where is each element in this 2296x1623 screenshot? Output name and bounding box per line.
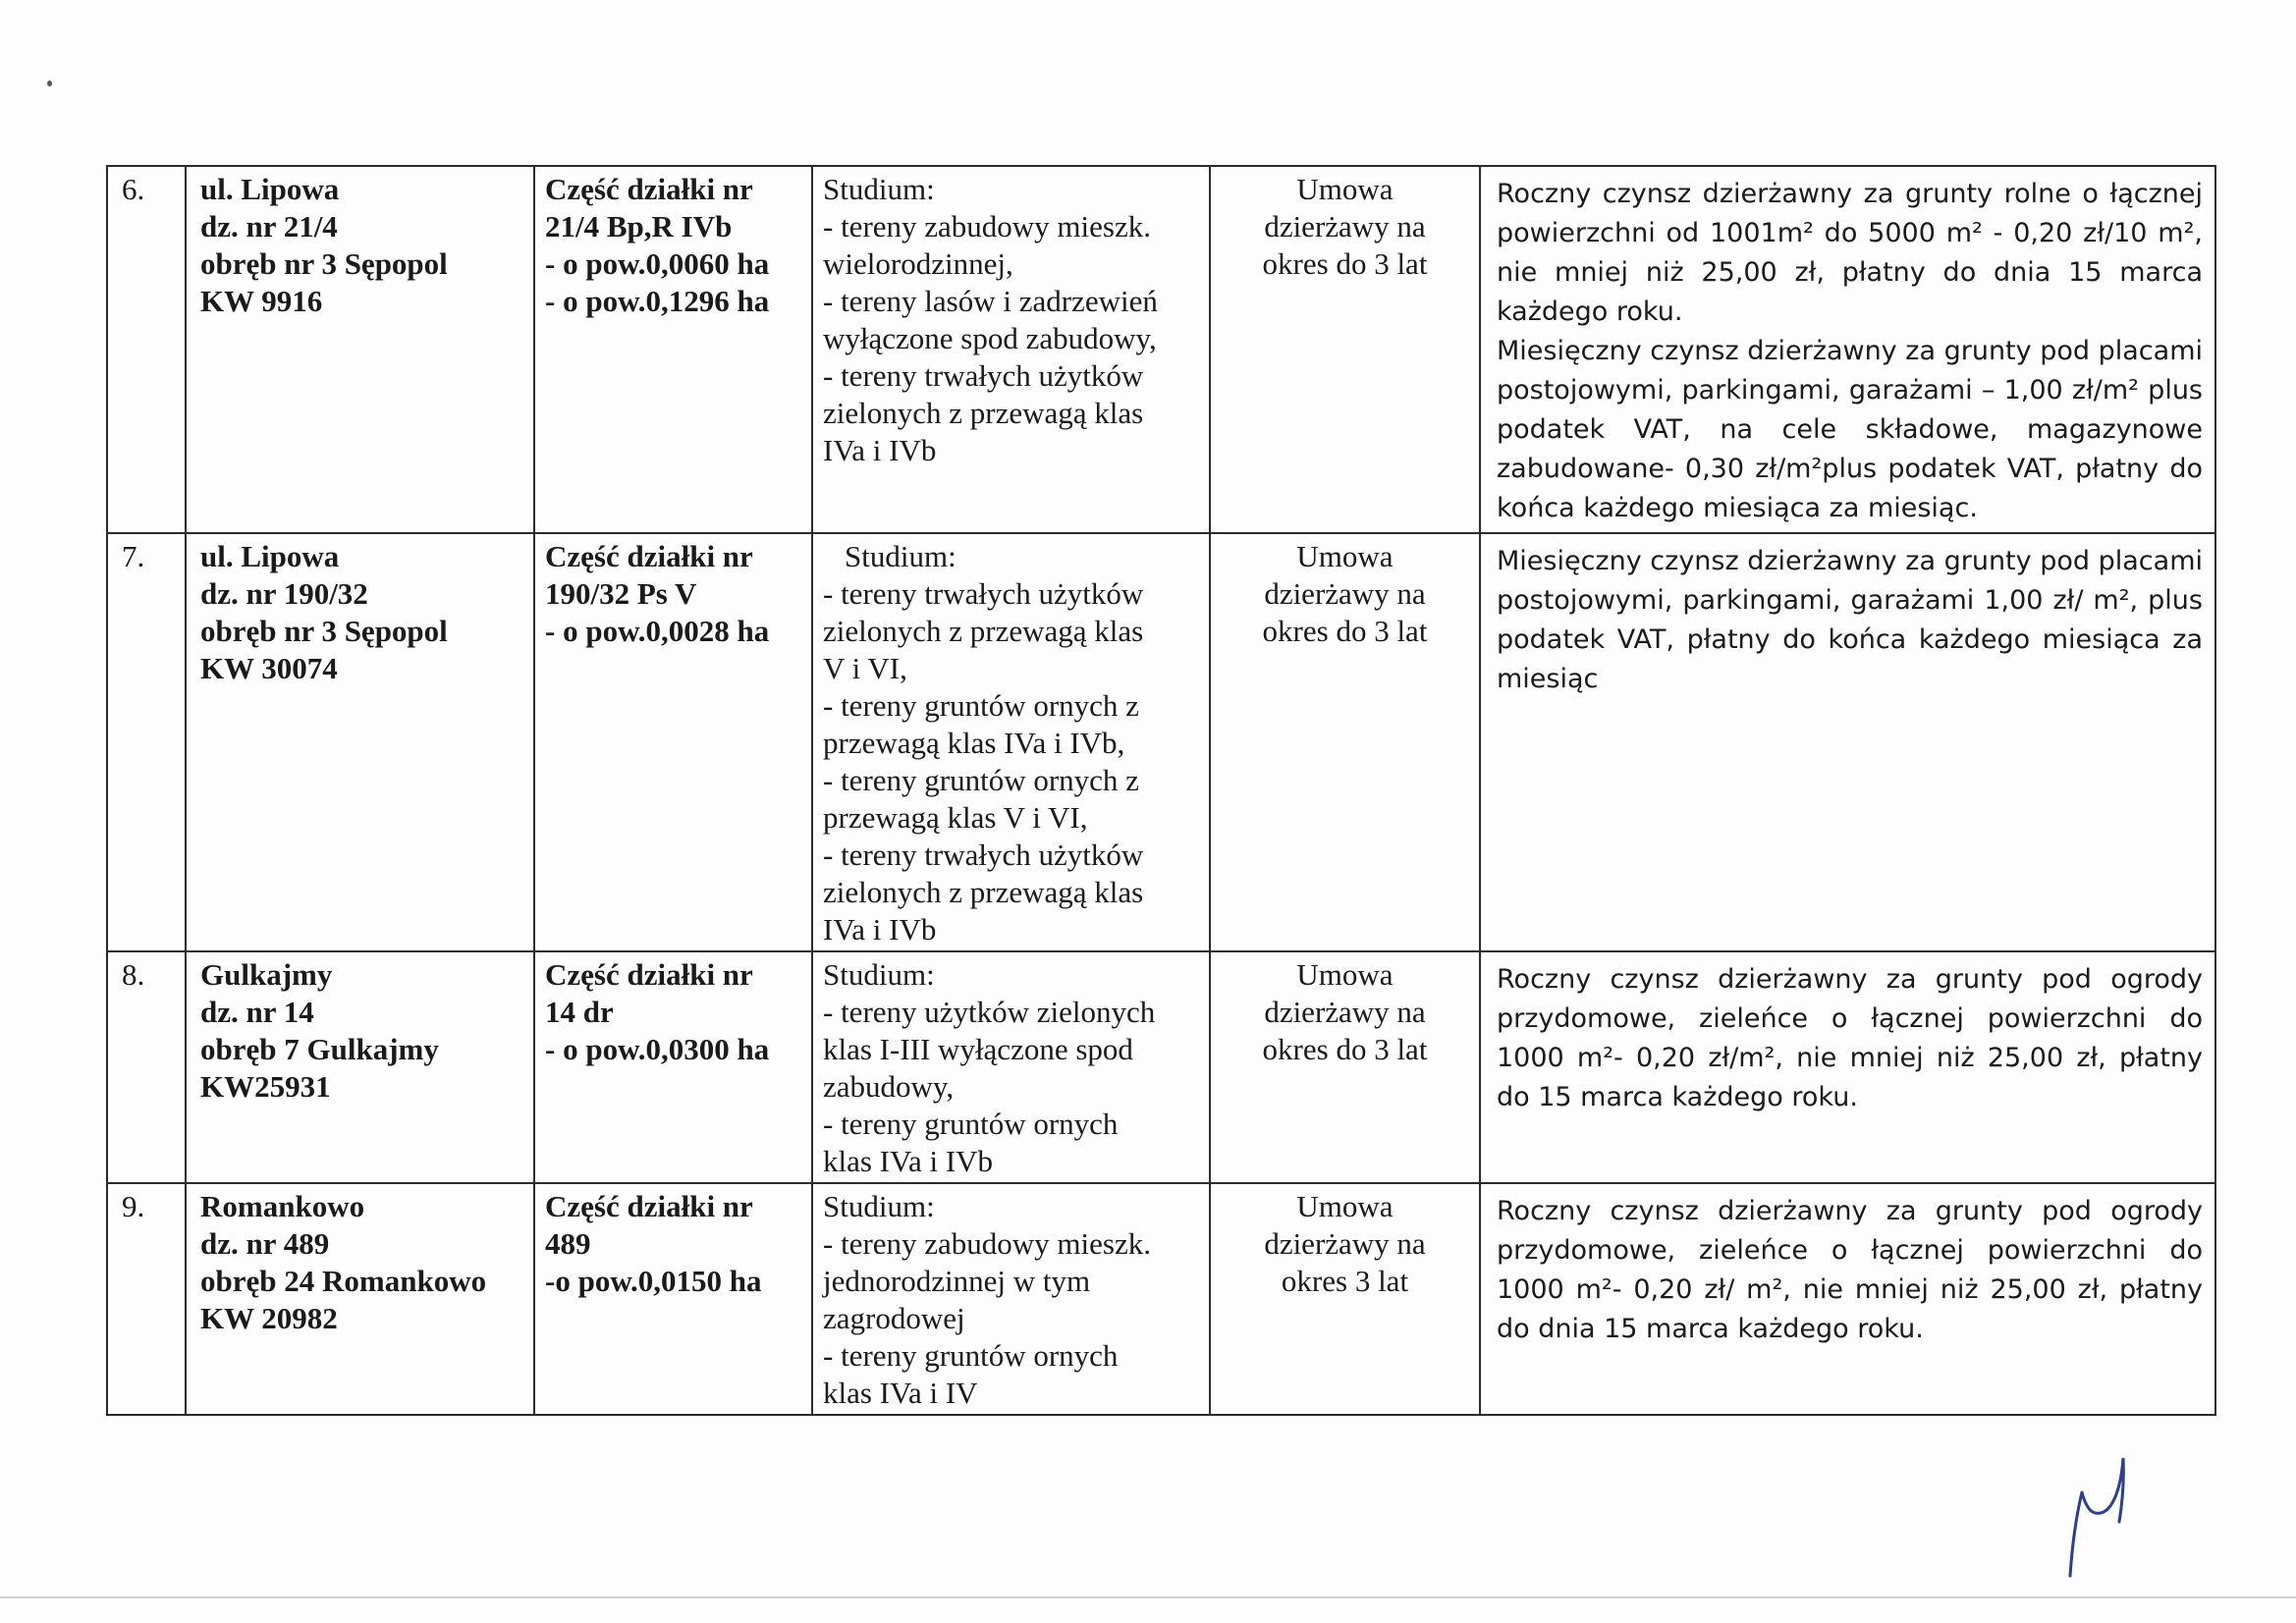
study-cell: Studium: - tereny zabudowy mieszk. wielorodzinnej, - tereny lasów i zadrzewień wyłączone spod zabudowy, - tereny trwałych użytków zielonych z przewagą klas IVa i IVb bbox=[812, 166, 1210, 533]
row-number: 8. bbox=[107, 951, 186, 1183]
study-cell: Studium: - tereny użytków zielonych klas I-III wyłączone spod zabudowy, - tereny gruntów ornych klas IVa i IVb bbox=[812, 951, 1210, 1183]
handwritten-signature bbox=[2052, 1438, 2141, 1586]
table-row bbox=[107, 166, 2215, 533]
plot-part-cell: Część działki nr 190/32 Ps V - o pow.0,0028 ha bbox=[534, 533, 812, 951]
study-cell: Studium: - tereny trwałych użytków zielonych z przewagą klas V i VI, - tereny gruntów ornych z przewagą klas IVa i IVb, - tereny gruntów ornych z przewagą klas V i VI, - tereny trwałych użytków zielonych z przewagą klas IVa i IVb bbox=[812, 533, 1210, 951]
scan-speck bbox=[47, 81, 52, 86]
plot-part-cell: Część działki nr 489 -o pow.0,0150 ha bbox=[534, 1183, 812, 1415]
rent-cell: Roczny czynsz dzierżawny za grunty pod ogrody przydomowe, zieleńce o łącznej powierzchni do 1000 m²- 0,20 zł/ m², nie mniej niż 25,00 zł, płatny do dnia 15 marca każdego roku. bbox=[1480, 1183, 2215, 1415]
table-row bbox=[107, 951, 2215, 1183]
location-cell: ul. Lipowa dz. nr 21/4 obręb nr 3 Sępopol KW 9916 bbox=[186, 166, 534, 533]
row-number: 6. bbox=[107, 166, 186, 533]
rent-cell: Miesięczny czynsz dzierżawny za grunty pod placami postojowymi, parkingami, garażami 1,00 zł/ m², plus podatek VAT, płatny do końca każdego miesiąca za miesiąc bbox=[1480, 533, 2215, 951]
lease-form-cell: Umowa dzierżawy na okres do 3 lat bbox=[1210, 951, 1480, 1183]
row-number: 7. bbox=[107, 533, 186, 951]
lease-form-cell: Umowa dzierżawy na okres do 3 lat bbox=[1210, 166, 1480, 533]
table-row bbox=[107, 533, 2215, 951]
table-row bbox=[107, 1183, 2215, 1415]
location-cell: Romankowo dz. nr 489 obręb 24 Romankowo KW 20982 bbox=[186, 1183, 534, 1415]
plot-part-cell: Część działki nr 21/4 Bp,R IVb - o pow.0,0060 ha - o pow.0,1296 ha bbox=[534, 166, 812, 533]
page-bottom-edge bbox=[0, 1596, 2296, 1598]
row-number: 9. bbox=[107, 1183, 186, 1415]
rent-cell: Roczny czynsz dzierżawny za grunty rolne o łącznej powierzchni od 1001m² do 5000 m² - 0,20 zł/10 m², nie mniej niż 25,00 zł, płatny do dnia 15 marca każdego roku. Miesięczny czynsz dzierżawny za grunty pod placami postojowymi, parkingami, garażami – 1,00 zł/m² plus podatek VAT, na cele składowe, magazynowe zabudowane- 0,30 zł/m²plus podatek VAT, płatny do końca każdego miesiąca za miesiąc. bbox=[1480, 166, 2215, 533]
lease-form-cell: Umowa dzierżawy na okres 3 lat bbox=[1210, 1183, 1480, 1415]
lease-form-cell: Umowa dzierżawy na okres do 3 lat bbox=[1210, 533, 1480, 951]
lease-table bbox=[106, 165, 2216, 1416]
location-cell: Gulkajmy dz. nr 14 obręb 7 Gulkajmy KW25931 bbox=[186, 951, 534, 1183]
study-cell: Studium: - tereny zabudowy mieszk. jednorodzinnej w tym zagrodowej - tereny gruntów ornych klas IVa i IV bbox=[812, 1183, 1210, 1415]
plot-part-cell: Część działki nr 14 dr - o pow.0,0300 ha bbox=[534, 951, 812, 1183]
location-cell: ul. Lipowa dz. nr 190/32 obręb nr 3 Sępopol KW 30074 bbox=[186, 533, 534, 951]
rent-cell: Roczny czynsz dzierżawny za grunty pod ogrody przydomowe, zieleńce o łącznej powierzchni do 1000 m²- 0,20 zł/m², nie mniej niż 25,00 zł, płatny do 15 marca każdego roku. bbox=[1480, 951, 2215, 1183]
